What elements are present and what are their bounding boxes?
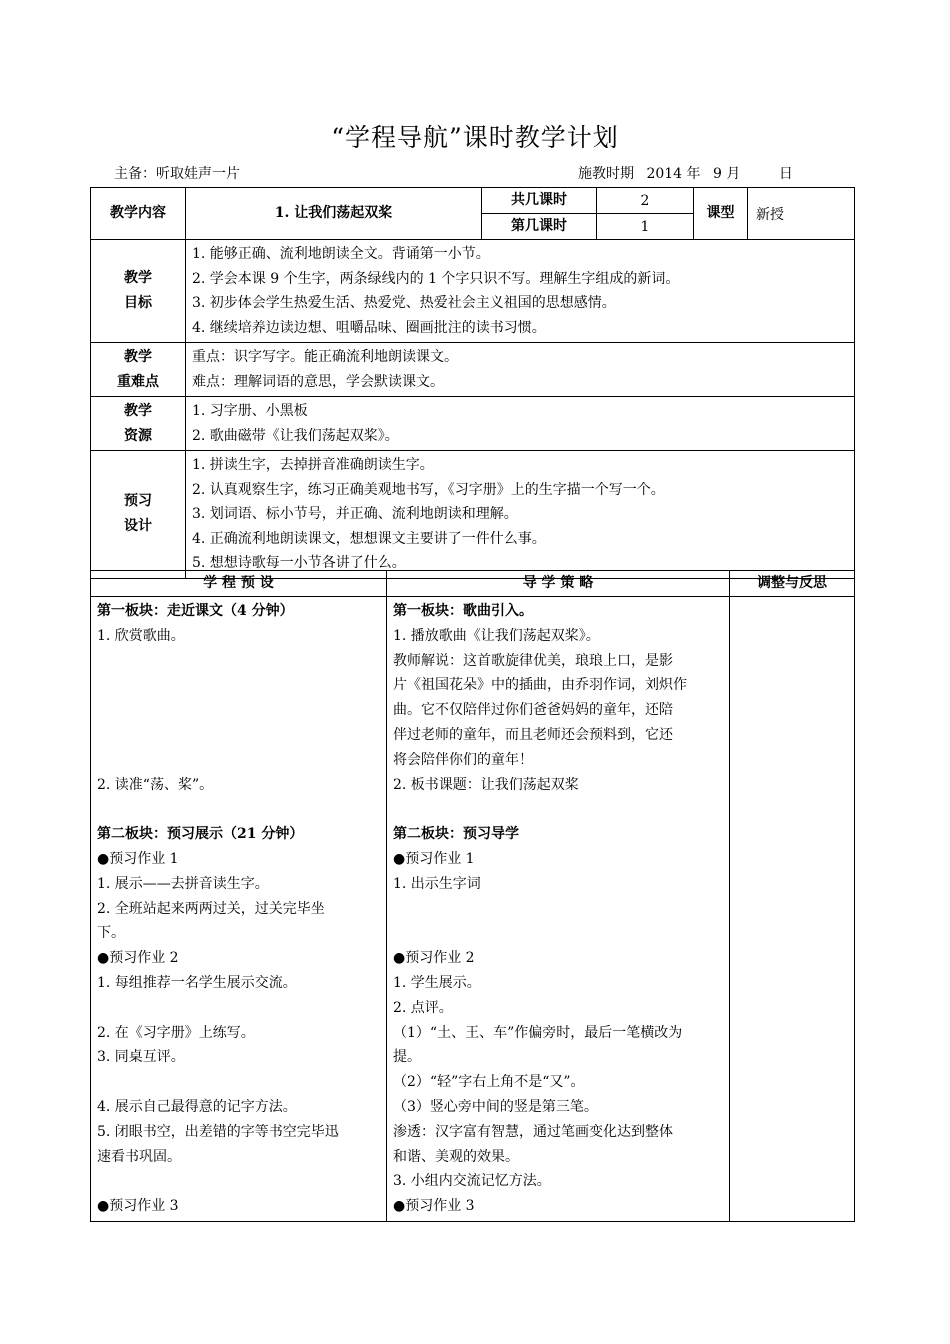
col-header-strategy: 导 学 策 略 bbox=[387, 571, 730, 597]
column-line: 2. 全班站起来两两过关，过关完毕坐 bbox=[97, 900, 325, 917]
lesson-title: 1. 让我们荡起双桨 bbox=[186, 188, 482, 240]
teaching-period bbox=[578, 163, 801, 183]
column-line bbox=[393, 921, 723, 946]
goal-item: 4. 继续培养边读边想、咀嚼品味、圈画批注的读书习惯。 bbox=[192, 319, 546, 336]
column-line: 3. 同桌互评。 bbox=[97, 1049, 185, 1066]
resources-content bbox=[186, 397, 855, 451]
column-line bbox=[97, 797, 380, 822]
period-day: 日 bbox=[778, 166, 793, 182]
page-title: “学程导航”课时教学计划 bbox=[331, 123, 619, 152]
goals-label-line1: 教学 bbox=[124, 270, 152, 286]
resources-label bbox=[91, 397, 186, 451]
preview-content bbox=[186, 451, 855, 579]
preview-item: 5. 想想诗歌每一小节各讲了什么。 bbox=[192, 555, 406, 571]
preview-item: 1. 拼读生字，去掉拼音准确朗读生字。 bbox=[192, 457, 434, 473]
goal-item: 1. 能够正确、流利地朗读全文。背诵第一小节。 bbox=[192, 246, 490, 262]
resources-label-line1: 教学 bbox=[124, 402, 152, 419]
column-line: ●预习作业 3 bbox=[97, 1198, 179, 1215]
preview-label bbox=[91, 451, 186, 579]
column-line bbox=[97, 1070, 380, 1095]
column-line: 3. 小组内交流记忆方法。 bbox=[393, 1173, 551, 1190]
column-line: ●预习作业 2 bbox=[97, 950, 179, 967]
learning-column bbox=[91, 597, 387, 1222]
column-line bbox=[97, 649, 380, 674]
column-line: 和谐、美观的效果。 bbox=[393, 1148, 519, 1165]
column-line: 2. 板书课题：让我们荡起双桨 bbox=[393, 776, 579, 793]
column-line: 第二板块：预习展示（21 分钟） bbox=[97, 826, 304, 843]
keypoints-label-line1: 教学 bbox=[124, 348, 152, 365]
col-header-reflection: 调整与反思 bbox=[730, 571, 855, 597]
col-header-learning: 学 程 预 设 bbox=[91, 571, 387, 597]
preview-item: 4. 正确流利地朗读课文，想想课文主要讲了一件什么事。 bbox=[192, 530, 546, 547]
column-line: 1. 欣赏歌曲。 bbox=[97, 627, 185, 644]
goals-label bbox=[91, 240, 186, 343]
lesson-number-label: 第几课时 bbox=[482, 214, 597, 240]
column-line bbox=[97, 748, 380, 773]
keypoints-label bbox=[91, 343, 186, 397]
lesson-type-label: 课型 bbox=[694, 188, 748, 240]
column-line: （3）竖心旁中间的竖是第三笔。 bbox=[393, 1098, 598, 1115]
column-line bbox=[393, 897, 723, 922]
column-line: 2. 在《习字册》上练写。 bbox=[97, 1024, 255, 1041]
column-line: （2）“轻”字右上角不是“又”。 bbox=[393, 1074, 585, 1091]
column-line: 1. 学生展示。 bbox=[393, 974, 481, 991]
column-line: 1. 播放歌曲《让我们荡起双桨》。 bbox=[393, 627, 600, 644]
keypoints-label-line2: 重难点 bbox=[117, 373, 159, 390]
column-line: ●预习作业 1 bbox=[393, 850, 475, 867]
lesson-number-value: 1 bbox=[597, 214, 694, 240]
column-line: 2. 点评。 bbox=[393, 999, 453, 1016]
preview-item: 3. 划词语、标小节号，并正确、流利地朗读和理解。 bbox=[192, 506, 518, 522]
period-year: 2014 年 bbox=[646, 166, 701, 182]
goal-item: 3. 初步体会学生热爱生活、热爱党、热爱社会主义祖国的思想感情。 bbox=[192, 295, 616, 311]
column-line: ●预习作业 2 bbox=[393, 950, 475, 967]
column-line: 4. 展示自己最得意的记字方法。 bbox=[97, 1098, 297, 1115]
goals-content bbox=[186, 240, 855, 343]
column-line: 提。 bbox=[393, 1049, 421, 1066]
lesson-info-table bbox=[90, 187, 855, 579]
resource-item: 1. 习字册、小黑板 bbox=[192, 403, 308, 419]
lesson-type-value: 新授 bbox=[748, 188, 855, 240]
author-label: 主备：听取娃声一片 bbox=[114, 166, 240, 182]
column-line bbox=[97, 723, 380, 748]
column-line: 曲。它不仅陪伴过你们爸爸妈妈的童年，还陪 bbox=[393, 702, 673, 719]
goals-label-line2: 目标 bbox=[124, 295, 152, 311]
keypoints-content bbox=[186, 343, 855, 397]
column-line bbox=[97, 996, 380, 1021]
column-line: 1. 每组推荐一名学生展示交流。 bbox=[97, 974, 297, 991]
reflection-column bbox=[730, 597, 855, 1222]
period-month: 9 月 bbox=[713, 166, 741, 182]
column-line: 第一板块：歌曲引入。 bbox=[393, 603, 533, 619]
preview-label-line1: 预习 bbox=[124, 493, 152, 510]
resources-label-line2: 资源 bbox=[124, 427, 152, 444]
column-line: 5. 闭眼书空，出差错的字等书空完毕迅 bbox=[97, 1123, 339, 1140]
column-line: ●预习作业 3 bbox=[393, 1198, 475, 1215]
column-line: 第一板块：走近课文（4 分钟） bbox=[97, 603, 294, 619]
column-line: 2. 读准“荡、桨”。 bbox=[97, 776, 214, 793]
column-line: 渗透：汉字富有智慧，通过笔画变化达到整体 bbox=[393, 1123, 673, 1140]
column-line: 将会陪伴你们的童年！ bbox=[393, 751, 533, 768]
content-label: 教学内容 bbox=[91, 188, 186, 240]
column-line bbox=[97, 698, 380, 723]
column-line: （1）“土、王、车”作偏旁时，最后一笔横改为 bbox=[393, 1024, 683, 1041]
lesson-flow-table bbox=[90, 570, 855, 1222]
column-line: 教师解说：这首歌旋律优美，琅琅上口，是影 bbox=[393, 652, 673, 669]
period-label: 施教时期 bbox=[578, 166, 634, 182]
total-lessons-value: 2 bbox=[597, 188, 694, 214]
column-line: 速看书巩固。 bbox=[97, 1148, 181, 1165]
column-line: 1. 展示——去拼音读生字。 bbox=[97, 875, 269, 892]
total-lessons-label: 共几课时 bbox=[482, 188, 597, 214]
column-line: 伴过老师的童年，而且老师还会预料到，它还 bbox=[393, 726, 673, 743]
column-line: 下。 bbox=[97, 925, 125, 942]
column-line bbox=[97, 1169, 380, 1194]
column-line bbox=[393, 797, 723, 822]
column-line bbox=[97, 673, 380, 698]
column-line: 1. 出示生字词 bbox=[393, 875, 481, 892]
column-line: ●预习作业 1 bbox=[97, 850, 179, 867]
keypoint-item: 重点：识字写字。能正确流利地朗读课文。 bbox=[192, 349, 458, 365]
goal-item: 2. 学会本课 9 个生字，两条绿线内的 1 个字只识不写。理解生字组成的新词。 bbox=[192, 270, 680, 287]
preview-item: 2. 认真观察生字，练习正确美观地书写，《习字册》上的生字描一个写一个。 bbox=[192, 481, 665, 498]
keypoint-item: 难点：理解词语的意思，学会默读课文。 bbox=[192, 373, 444, 390]
resource-item: 2. 歌曲磁带《让我们荡起双桨》。 bbox=[192, 427, 399, 444]
preview-label-line2: 设计 bbox=[124, 518, 152, 535]
column-line: 第二板块：预习导学 bbox=[393, 826, 519, 843]
strategy-column bbox=[387, 597, 730, 1222]
column-line: 片《祖国花朵》中的插曲，由乔羽作词，刘炽作 bbox=[393, 677, 687, 694]
